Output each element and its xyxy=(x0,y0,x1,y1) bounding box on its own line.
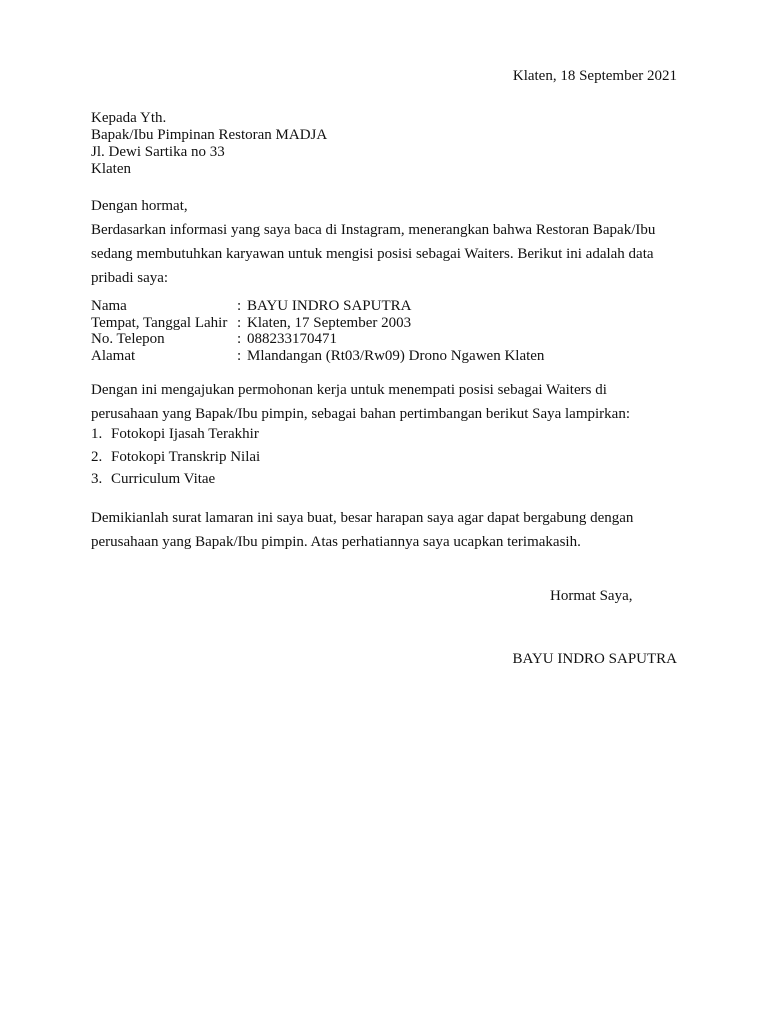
list-text: Curriculum Vitae xyxy=(111,471,216,487)
letter-date: Klaten, 18 September 2021 xyxy=(512,68,677,84)
intro-paragraph xyxy=(91,218,681,290)
recipient-line: Klaten xyxy=(91,161,131,177)
list-number: 2. xyxy=(91,448,103,465)
attachment-list xyxy=(91,423,260,491)
detail-row-phone xyxy=(91,331,544,348)
greeting: Dengan hormat, xyxy=(91,198,188,214)
closing-line: Demikianlah surat lamaran ini saya buat, besar harapan saya agar dapat bergabung dengan xyxy=(91,510,634,526)
detail-value: Klaten, 17 September 2003 xyxy=(247,314,412,331)
intro-line: pribadi saya: xyxy=(91,270,169,286)
signature-name: BAYU INDRO SAPUTRA xyxy=(512,651,677,667)
recipient-block xyxy=(91,110,327,178)
recipient-line: Bapak/Ibu Pimpinan Restoran MADJA xyxy=(91,127,328,143)
detail-separator: : xyxy=(237,347,242,364)
list-item xyxy=(91,446,260,469)
request-paragraph xyxy=(91,378,691,426)
detail-value: BAYU INDRO SAPUTRA xyxy=(247,298,412,314)
list-text: Fotokopi Ijasah Terakhir xyxy=(111,426,259,442)
detail-row-address xyxy=(91,348,544,365)
recipient-line: Kepada Yth. xyxy=(91,110,167,126)
detail-label: Alamat xyxy=(91,347,136,364)
detail-label: Tempat, Tanggal Lahir xyxy=(91,314,228,331)
detail-separator: : xyxy=(237,314,242,331)
intro-line: Berdasarkan informasi yang saya baca di Instagram, menerangkan bahwa Restoran Bapak/Ibu xyxy=(91,222,656,238)
detail-value: 088233170471 xyxy=(247,331,337,347)
request-line: perusahaan yang Bapak/Ibu pimpin, sebagai bahan pertimbangan berikut Saya lampirkan: xyxy=(91,406,630,422)
detail-separator: : xyxy=(237,298,242,314)
list-item xyxy=(91,468,260,491)
personal-details xyxy=(91,298,544,364)
detail-label: No. Telepon xyxy=(91,331,165,347)
intro-line: sedang membutuhkan karyawan untuk mengisi posisi sebagai Waiters. Berikut ini adalah data xyxy=(91,246,654,262)
detail-label: Nama xyxy=(91,298,127,314)
closing-line: perusahaan yang Bapak/Ibu pimpin. Atas perhatiannya saya ucapkan terimakasih. xyxy=(91,534,581,550)
list-number: 3. xyxy=(91,471,103,487)
detail-row-birth xyxy=(91,315,544,332)
recipient-line: Jl. Dewi Sartika no 33 xyxy=(91,144,225,160)
regards: Hormat Saya, xyxy=(550,588,633,604)
list-number: 1. xyxy=(91,426,103,442)
list-item xyxy=(91,423,260,446)
detail-row-name xyxy=(91,298,544,315)
closing-paragraph xyxy=(91,506,691,554)
list-text: Fotokopi Transkrip Nilai xyxy=(111,448,261,465)
detail-separator: : xyxy=(237,331,242,347)
request-line: Dengan ini mengajukan permohonan kerja untuk menempati posisi sebagai Waiters di xyxy=(91,382,607,398)
detail-value: Mlandangan (Rt03/Rw09) Drono Ngawen Klaten xyxy=(247,347,545,364)
